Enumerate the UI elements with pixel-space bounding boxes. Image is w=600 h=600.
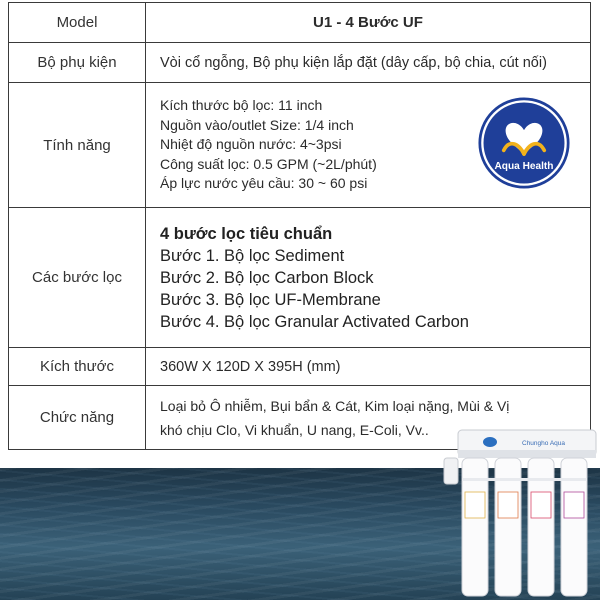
step-item: Bước 2. Bộ lọc Carbon Block xyxy=(160,268,374,287)
row-accessories xyxy=(9,43,591,83)
function-line: khó chịu Clo, Vi khuẩn, U nang, E-Coli, Vv.. xyxy=(160,421,429,438)
feature-line: Nguồn vào/outlet Size: 1/4 inch xyxy=(160,116,354,133)
functions-label: Chức năng xyxy=(9,386,146,450)
size-value: 360W X 120D X 395H (mm) xyxy=(146,348,591,386)
feature-line: Kích thước bộ lọc: 11 inch xyxy=(160,97,323,114)
accessories-label: Bộ phụ kiện xyxy=(9,43,146,83)
steps-cell xyxy=(146,208,591,348)
row-steps xyxy=(9,208,591,348)
feature-line: Áp lực nước yêu cầu: 30 ~ 60 psi xyxy=(160,175,368,192)
feature-line: Công suất lọc: 0.5 GPM (~2L/phút) xyxy=(160,155,377,172)
step-item: Bước 4. Bộ lọc Granular Activated Carbon xyxy=(160,312,469,331)
features-label: Tính năng xyxy=(9,83,146,208)
filter-cartridges xyxy=(462,458,587,596)
water-filter-product-image xyxy=(440,420,600,600)
steps-label: Các bước lọc xyxy=(9,208,146,348)
row-features xyxy=(9,83,591,208)
product-brand: Chungho Aqua xyxy=(522,440,566,447)
function-line: Loại bỏ Ô nhiễm, Bụi bẩn & Cát, Kim loại nặng, Mùi & Vị xyxy=(160,397,510,414)
step-item: Bước 3. Bộ lọc UF-Membrane xyxy=(160,290,381,309)
accessories-value: Vòi cổ ngỗng, Bộ phụ kiện lắp đặt (dây cấp, bộ chia, cút nối) xyxy=(146,43,591,83)
features-cell xyxy=(146,83,591,208)
steps-list xyxy=(160,223,590,333)
spec-table xyxy=(8,2,591,450)
row-size xyxy=(9,348,591,386)
row-model xyxy=(9,3,591,43)
step-item: Bước 1. Bộ lọc Sediment xyxy=(160,246,345,265)
model-label: Model xyxy=(9,3,146,43)
steps-title: 4 bước lọc tiêu chuẩn xyxy=(160,224,333,243)
logo-text: Aqua Health xyxy=(494,160,554,172)
model-value: U1 - 4 Bước UF xyxy=(146,3,591,43)
aqua-health-logo xyxy=(478,97,570,189)
size-label: Kích thước xyxy=(9,348,146,386)
feature-line: Nhiệt độ nguồn nước: 4~3psi xyxy=(160,136,342,153)
